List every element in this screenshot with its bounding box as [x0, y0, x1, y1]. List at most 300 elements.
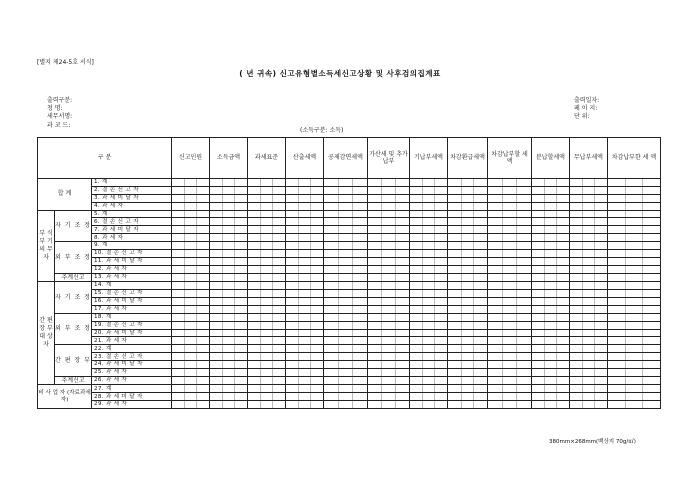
- data-cell: [410, 345, 448, 353]
- data-cell: [368, 273, 410, 282]
- data-cell: [368, 202, 410, 210]
- data-cell: [248, 226, 286, 234]
- table-row: [38, 329, 661, 337]
- data-cell: [210, 361, 248, 369]
- data-cell: [286, 265, 324, 273]
- row-label: 16. 과 세 미 달 자: [92, 297, 172, 305]
- data-cell: [488, 345, 532, 353]
- data-cell: [210, 297, 248, 305]
- data-cell: [488, 202, 532, 210]
- data-cell: [410, 186, 448, 194]
- data-cell: [488, 353, 532, 361]
- row-label: 8. 과 세 자: [92, 234, 172, 242]
- data-cell: [286, 202, 324, 210]
- data-cell: [488, 297, 532, 305]
- row-label: 13. 과 세 자: [92, 273, 172, 282]
- table-row: [38, 290, 661, 298]
- data-cell: [488, 385, 532, 393]
- data-cell: [448, 385, 488, 393]
- table-row: [38, 282, 661, 290]
- row-label: 5. 계: [92, 210, 172, 218]
- row-label: 9. 계: [92, 242, 172, 250]
- data-cell: [172, 186, 210, 194]
- table-row: [38, 368, 661, 376]
- data-cell: [448, 393, 488, 401]
- data-cell: [570, 361, 608, 369]
- data-cell: [608, 226, 661, 234]
- data-cell: [324, 329, 368, 337]
- data-cell: [570, 305, 608, 313]
- data-cell: [368, 297, 410, 305]
- data-cell: [248, 297, 286, 305]
- data-cell: [448, 345, 488, 353]
- data-cell: [488, 401, 532, 409]
- data-cell: [172, 368, 210, 376]
- data-cell: [172, 210, 210, 218]
- data-cell: [286, 305, 324, 313]
- header-col: 가산세 및 추가납부: [368, 138, 410, 179]
- data-cell: [570, 250, 608, 258]
- data-cell: [448, 234, 488, 242]
- data-cell: [488, 337, 532, 345]
- data-cell: [532, 273, 570, 282]
- meta-unit: 단 위:: [574, 113, 590, 121]
- data-cell: [488, 273, 532, 282]
- data-cell: [248, 345, 286, 353]
- data-cell: [608, 401, 661, 409]
- data-cell: [210, 290, 248, 298]
- data-cell: [570, 329, 608, 337]
- data-cell: [608, 242, 661, 250]
- data-cell: [286, 273, 324, 282]
- data-cell: [324, 313, 368, 321]
- data-cell: [324, 179, 368, 187]
- data-cell: [368, 368, 410, 376]
- group-total: 합 계: [38, 179, 92, 211]
- table-row: [38, 305, 661, 313]
- data-cell: [324, 321, 368, 329]
- data-cell: [532, 297, 570, 305]
- data-cell: [532, 321, 570, 329]
- data-cell: [410, 210, 448, 218]
- data-cell: [368, 226, 410, 234]
- data-cell: [448, 282, 488, 290]
- data-cell: [488, 226, 532, 234]
- data-cell: [410, 282, 448, 290]
- data-cell: [248, 202, 286, 210]
- income-type: (소득구분: 소득): [300, 127, 344, 134]
- data-cell: [210, 265, 248, 273]
- data-cell: [570, 226, 608, 234]
- data-cell: [608, 376, 661, 385]
- data-cell: [608, 202, 661, 210]
- data-cell: [210, 273, 248, 282]
- data-cell: [286, 297, 324, 305]
- data-cell: [532, 234, 570, 242]
- data-cell: [210, 393, 248, 401]
- data-cell: [248, 234, 286, 242]
- data-cell: [410, 353, 448, 361]
- data-cell: [570, 282, 608, 290]
- data-cell: [210, 345, 248, 353]
- data-cell: [608, 345, 661, 353]
- data-cell: [248, 353, 286, 361]
- data-cell: [172, 401, 210, 409]
- data-cell: [570, 273, 608, 282]
- data-cell: [172, 313, 210, 321]
- data-cell: [210, 210, 248, 218]
- data-cell: [368, 305, 410, 313]
- data-cell: [248, 282, 286, 290]
- group-cost-duty: 부 식 부 기 의 무 자: [38, 210, 55, 282]
- row-label: 1. 계: [92, 179, 172, 187]
- data-cell: [488, 265, 532, 273]
- table-row: [38, 393, 661, 401]
- data-cell: [172, 290, 210, 298]
- table-row: [38, 401, 661, 409]
- data-cell: [570, 321, 608, 329]
- data-cell: [448, 368, 488, 376]
- data-cell: [368, 329, 410, 337]
- data-cell: [608, 337, 661, 345]
- data-cell: [448, 242, 488, 250]
- row-label: 27. 계: [92, 385, 172, 393]
- data-cell: [368, 218, 410, 226]
- data-cell: [532, 337, 570, 345]
- data-cell: [532, 265, 570, 273]
- data-cell: [570, 401, 608, 409]
- table-row: [38, 226, 661, 234]
- data-cell: [410, 329, 448, 337]
- row-label: 11. 과 세 미 달 자: [92, 257, 172, 265]
- data-cell: [570, 210, 608, 218]
- data-cell: [248, 290, 286, 298]
- data-cell: [286, 385, 324, 393]
- table-body: [38, 179, 661, 409]
- meta-page: 페 이 지:: [574, 105, 598, 113]
- data-cell: [248, 257, 286, 265]
- data-cell: [448, 210, 488, 218]
- table-row: [38, 345, 661, 353]
- data-cell: [488, 368, 532, 376]
- data-cell: [608, 265, 661, 273]
- data-cell: [410, 376, 448, 385]
- data-cell: [570, 202, 608, 210]
- data-cell: [448, 305, 488, 313]
- header-col: 공제감면세액: [324, 138, 368, 179]
- data-cell: [210, 202, 248, 210]
- row-label: 29. 과 세 자: [92, 401, 172, 409]
- data-cell: [448, 401, 488, 409]
- data-cell: [570, 218, 608, 226]
- data-cell: [570, 194, 608, 202]
- data-cell: [172, 242, 210, 250]
- data-cell: [172, 257, 210, 265]
- data-cell: [410, 250, 448, 258]
- data-cell: [248, 186, 286, 194]
- header-col: 차감환급세액: [448, 138, 488, 179]
- data-cell: [608, 234, 661, 242]
- data-cell: [368, 313, 410, 321]
- data-cell: [368, 257, 410, 265]
- data-cell: [570, 345, 608, 353]
- data-cell: [608, 305, 661, 313]
- data-cell: [324, 226, 368, 234]
- data-cell: [570, 186, 608, 194]
- data-cell: [286, 257, 324, 265]
- table-row: [38, 210, 661, 218]
- table-row: [38, 242, 661, 250]
- data-cell: [448, 257, 488, 265]
- data-cell: [248, 361, 286, 369]
- data-cell: [324, 337, 368, 345]
- table-row: [38, 250, 661, 258]
- data-cell: [210, 242, 248, 250]
- meta-office: 청 명:: [47, 105, 63, 113]
- meta-left: [47, 97, 72, 130]
- table-row: [38, 361, 661, 369]
- data-cell: [324, 250, 368, 258]
- row-label: 6. 결 손 신 고 자: [92, 218, 172, 226]
- data-cell: [532, 179, 570, 187]
- data-cell: [324, 210, 368, 218]
- data-cell: [608, 361, 661, 369]
- data-cell: [368, 337, 410, 345]
- data-cell: [532, 242, 570, 250]
- data-cell: [410, 257, 448, 265]
- data-cell: [324, 305, 368, 313]
- data-cell: [608, 257, 661, 265]
- data-cell: [286, 234, 324, 242]
- table-row: [38, 321, 661, 329]
- data-cell: [248, 329, 286, 337]
- data-cell: [248, 321, 286, 329]
- data-cell: [570, 313, 608, 321]
- sub-outside-2: 외 부 조 정: [55, 313, 92, 345]
- data-cell: [368, 393, 410, 401]
- data-cell: [286, 361, 324, 369]
- data-cell: [286, 368, 324, 376]
- data-cell: [368, 250, 410, 258]
- table-row: [38, 186, 661, 194]
- data-cell: [286, 345, 324, 353]
- data-cell: [608, 368, 661, 376]
- row-label: 21. 과 세 자: [92, 337, 172, 345]
- data-cell: [324, 265, 368, 273]
- data-cell: [324, 186, 368, 194]
- data-cell: [448, 179, 488, 187]
- data-cell: [368, 194, 410, 202]
- data-cell: [608, 329, 661, 337]
- data-cell: [248, 313, 286, 321]
- data-cell: [410, 401, 448, 409]
- data-cell: [210, 385, 248, 393]
- data-cell: [286, 194, 324, 202]
- data-cell: [210, 353, 248, 361]
- table-row: [38, 353, 661, 361]
- summary-table: [37, 137, 661, 409]
- sub-simple-book: 간 편 장 부: [55, 345, 92, 377]
- row-label: 2. 결 손 신 고 자: [92, 186, 172, 194]
- data-cell: [210, 234, 248, 242]
- data-cell: [368, 234, 410, 242]
- data-cell: [570, 353, 608, 361]
- data-cell: [248, 385, 286, 393]
- header-col: 신고인원: [172, 138, 210, 179]
- table-row: [38, 385, 661, 393]
- data-cell: [608, 353, 661, 361]
- data-cell: [286, 337, 324, 345]
- data-cell: [248, 376, 286, 385]
- data-cell: [248, 179, 286, 187]
- data-cell: [488, 329, 532, 337]
- data-cell: [210, 218, 248, 226]
- header-col: 과세표준: [248, 138, 286, 179]
- data-cell: [324, 361, 368, 369]
- data-cell: [248, 265, 286, 273]
- data-cell: [608, 186, 661, 194]
- data-cell: [448, 265, 488, 273]
- data-cell: [210, 226, 248, 234]
- data-cell: [608, 385, 661, 393]
- table-row: [38, 257, 661, 265]
- data-cell: [410, 297, 448, 305]
- meta-section-code: 과 코 드:: [47, 121, 71, 129]
- data-cell: [286, 218, 324, 226]
- meta-right: [574, 97, 599, 122]
- data-cell: [368, 242, 410, 250]
- data-cell: [172, 194, 210, 202]
- data-cell: [532, 194, 570, 202]
- row-label: 28. 과 세 미 달 자: [92, 393, 172, 401]
- data-cell: [570, 234, 608, 242]
- data-cell: [172, 202, 210, 210]
- data-cell: [532, 290, 570, 298]
- data-cell: [410, 234, 448, 242]
- header-col: 소득금액: [210, 138, 248, 179]
- data-cell: [488, 290, 532, 298]
- row-label: 10. 결 손 신 고 자: [92, 250, 172, 258]
- data-cell: [608, 273, 661, 282]
- row-label: 25. 과 세 자: [92, 368, 172, 376]
- data-cell: [286, 250, 324, 258]
- data-cell: [172, 226, 210, 234]
- data-cell: [324, 393, 368, 401]
- data-cell: [248, 210, 286, 218]
- data-cell: [410, 273, 448, 282]
- data-cell: [286, 179, 324, 187]
- data-cell: [210, 305, 248, 313]
- data-cell: [608, 290, 661, 298]
- data-cell: [248, 401, 286, 409]
- data-cell: [448, 361, 488, 369]
- data-cell: [410, 290, 448, 298]
- data-cell: [210, 376, 248, 385]
- header-col: 산출세액: [286, 138, 324, 179]
- data-cell: [570, 290, 608, 298]
- data-cell: [608, 297, 661, 305]
- data-cell: [608, 218, 661, 226]
- data-cell: [368, 186, 410, 194]
- data-cell: [172, 393, 210, 401]
- data-cell: [210, 186, 248, 194]
- data-cell: [172, 376, 210, 385]
- data-cell: [248, 250, 286, 258]
- header-section: 구 분: [38, 138, 172, 179]
- data-cell: [570, 179, 608, 187]
- data-cell: [172, 361, 210, 369]
- data-cell: [488, 218, 532, 226]
- data-cell: [248, 305, 286, 313]
- data-cell: [532, 385, 570, 393]
- data-cell: [570, 297, 608, 305]
- data-cell: [410, 242, 448, 250]
- table-row: [38, 234, 661, 242]
- row-label: 18. 계: [92, 313, 172, 321]
- paper-spec-note: 380mm×268mm(백상지 70g/㎡): [549, 439, 636, 445]
- data-cell: [488, 321, 532, 329]
- data-cell: [532, 202, 570, 210]
- data-cell: [324, 345, 368, 353]
- data-cell: [488, 257, 532, 265]
- row-label: 4. 과 세 자: [92, 202, 172, 210]
- data-cell: [532, 282, 570, 290]
- data-cell: [532, 368, 570, 376]
- data-cell: [532, 353, 570, 361]
- data-cell: [488, 186, 532, 194]
- table-row: [38, 179, 661, 187]
- data-cell: [410, 368, 448, 376]
- data-cell: [172, 179, 210, 187]
- data-cell: [448, 218, 488, 226]
- data-cell: [570, 385, 608, 393]
- data-cell: [324, 290, 368, 298]
- data-cell: [172, 297, 210, 305]
- meta-print-date: 출력일자:: [574, 97, 600, 104]
- data-cell: [286, 242, 324, 250]
- data-cell: [410, 313, 448, 321]
- data-cell: [210, 368, 248, 376]
- data-cell: [532, 218, 570, 226]
- data-cell: [210, 194, 248, 202]
- data-cell: [532, 257, 570, 265]
- data-cell: [286, 401, 324, 409]
- row-label: 19. 결 손 신 고 자: [92, 321, 172, 329]
- data-cell: [570, 393, 608, 401]
- data-cell: [488, 282, 532, 290]
- data-cell: [488, 361, 532, 369]
- data-cell: [532, 186, 570, 194]
- row-label: 7. 과 세 미 달 자: [92, 226, 172, 234]
- data-cell: [488, 250, 532, 258]
- data-cell: [488, 393, 532, 401]
- data-cell: [608, 393, 661, 401]
- data-cell: [532, 361, 570, 369]
- data-cell: [210, 401, 248, 409]
- data-cell: [324, 234, 368, 242]
- data-cell: [172, 265, 210, 273]
- data-cell: [324, 202, 368, 210]
- table-row: [38, 337, 661, 345]
- data-cell: [172, 282, 210, 290]
- data-cell: [608, 321, 661, 329]
- table-row: [38, 273, 661, 282]
- row-label: 26. 과 세 자: [92, 376, 172, 385]
- data-cell: [488, 179, 532, 187]
- data-cell: [286, 393, 324, 401]
- data-cell: [608, 210, 661, 218]
- row-label: 12. 과 세 자: [92, 265, 172, 273]
